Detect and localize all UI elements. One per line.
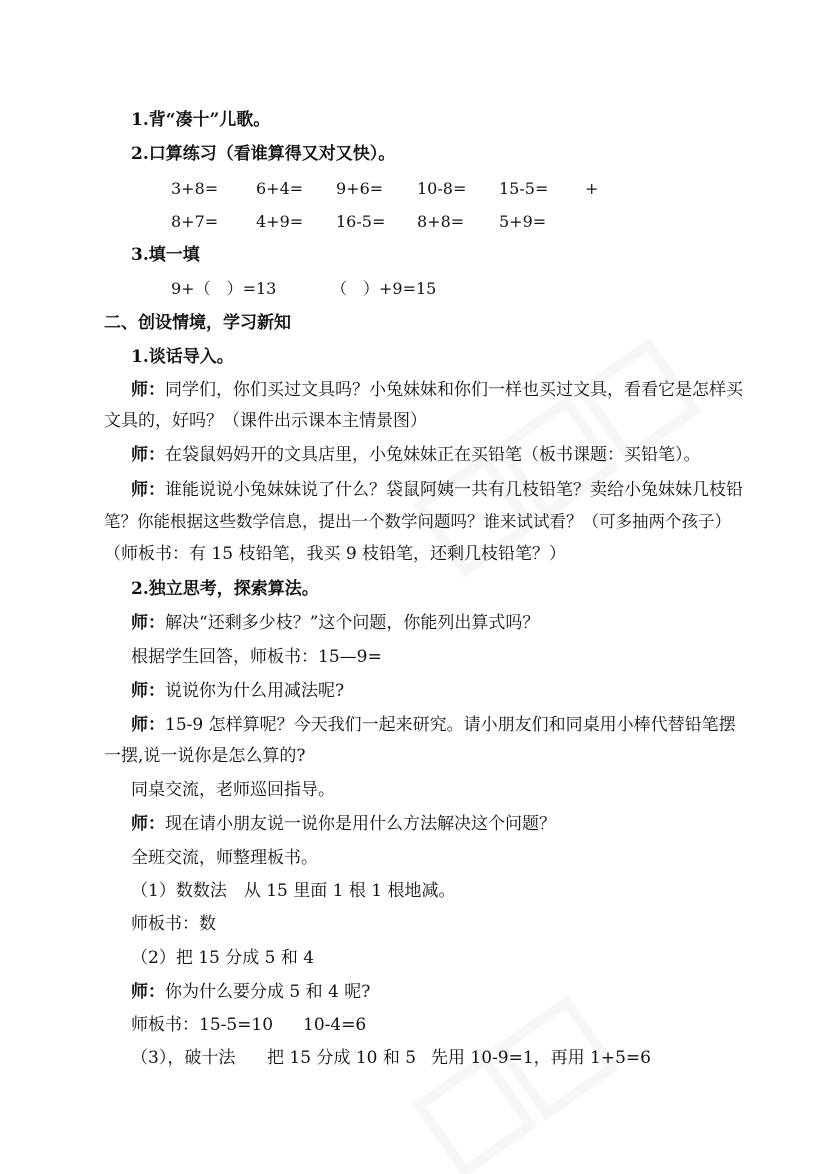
paragraph-text: 15-9 怎样算呢？今天我们一起来研究。请小朋友们和同桌用小棒代替铅笔摆 — [165, 715, 736, 735]
paragraph — [131, 713, 736, 737]
paragraph-cont: 文具的，好吗？（课件出示课本主情景图） — [104, 411, 427, 431]
paragraph: 全班交流，师整理板书。 — [131, 848, 318, 868]
paragraph-text: 在袋鼠妈妈开的文具店里，小兔妹妹正在买铅笔（板书课题：买铅笔）。 — [165, 445, 701, 465]
fill-blank-a: 9+（ ）=13 — [171, 279, 277, 298]
item-1: 1.背“凑十”儿歌。 — [131, 110, 271, 130]
exercise: 8+7= — [171, 212, 219, 231]
speaker-label: 师： — [131, 681, 165, 701]
method-3-steps: 先用 10-9=1，再用 1+5=6 — [431, 1048, 651, 1068]
speaker-label: 师： — [131, 715, 165, 735]
paragraph-text: 现在请小朋友说一说你是用什么方法解决这个问题？ — [165, 814, 556, 834]
paragraph-text: 说说你为什么用减法呢? — [165, 681, 345, 701]
exercise: 15-5= — [499, 179, 549, 198]
section-heading: 二、创设情境，学习新知 — [104, 313, 291, 333]
paragraph: 根据学生回答，师板书：15—9= — [131, 647, 382, 667]
fill-blank-b: （ ）+9=15 — [331, 279, 437, 298]
method-3-split: 把 15 分成 10 和 5 — [267, 1048, 417, 1068]
paragraph-cont: （师板书：有 15 枝铅笔，我买 9 枝铅笔，还剩几枝铅笔？） — [104, 544, 567, 564]
subheading-1: 1.谈话导入。 — [131, 347, 234, 367]
paragraph-cont: 一摆,说一说你是怎么算的? — [104, 746, 306, 766]
subheading-2: 2.独立思考，探索算法。 — [131, 579, 319, 599]
exercise: 9+6= — [336, 179, 384, 198]
board-note: 师板书：数 — [131, 914, 216, 934]
exercise: 8+8= — [417, 212, 465, 231]
exercise: 16-5= — [336, 212, 386, 231]
speaker-label: 师： — [131, 445, 165, 465]
exercise: 5+9= — [499, 212, 547, 231]
paragraph: 同桌交流，老师巡回指导。 — [131, 780, 335, 800]
paragraph — [131, 443, 701, 467]
speaker-label: 师： — [131, 814, 165, 834]
speaker-label: 师： — [131, 380, 165, 400]
paragraph — [131, 980, 370, 1004]
method-2: （2）把 15 分成 5 和 4 — [131, 948, 315, 968]
paragraph-text: 你为什么要分成 5 和 4 呢? — [165, 982, 371, 1002]
paragraph — [131, 812, 556, 836]
exercise: 10-8= — [417, 179, 467, 198]
paragraph-text: 同学们，你们买过文具吗？小兔妹妹和你们一样也买过文具，看看它是怎样买 — [165, 380, 743, 400]
exercise: 4+9= — [256, 212, 304, 231]
method-1: （1）数数法 从 15 里面 1 根 1 根地减。 — [131, 881, 456, 901]
exercise: + — [585, 179, 599, 198]
item-3: 3.填一填 — [131, 245, 200, 265]
paragraph — [131, 611, 539, 635]
paragraph-text: 谁能说说小兔妹妹说了什么？袋鼠阿姨一共有几枝铅笔？卖给小兔妹妹几枝铅 — [165, 480, 743, 500]
exercise: 6+4= — [256, 179, 304, 198]
speaker-label: 师： — [131, 982, 165, 1002]
item-2: 2.口算练习（看谁算得又对又快）。 — [131, 144, 396, 164]
speaker-label: 师： — [131, 613, 165, 633]
paragraph — [131, 679, 344, 703]
board-note-a: 师板书：15-5=10 — [131, 1015, 274, 1035]
method-3-label: （3），破十法 — [131, 1048, 236, 1068]
speaker-label: 师： — [131, 480, 165, 500]
paragraph-cont: 笔？你能根据这些数学信息，提出一个数学问题吗？谁来试试看？（可多抽两个孩子） — [104, 512, 731, 531]
paragraph-text: 解决“还剩多少枝？”这个问题，你能列出算式吗？ — [165, 613, 540, 633]
board-note-b: 10-4=6 — [303, 1015, 367, 1035]
paragraph — [131, 378, 743, 402]
paragraph — [131, 478, 743, 502]
exercise: 3+8= — [171, 179, 219, 198]
